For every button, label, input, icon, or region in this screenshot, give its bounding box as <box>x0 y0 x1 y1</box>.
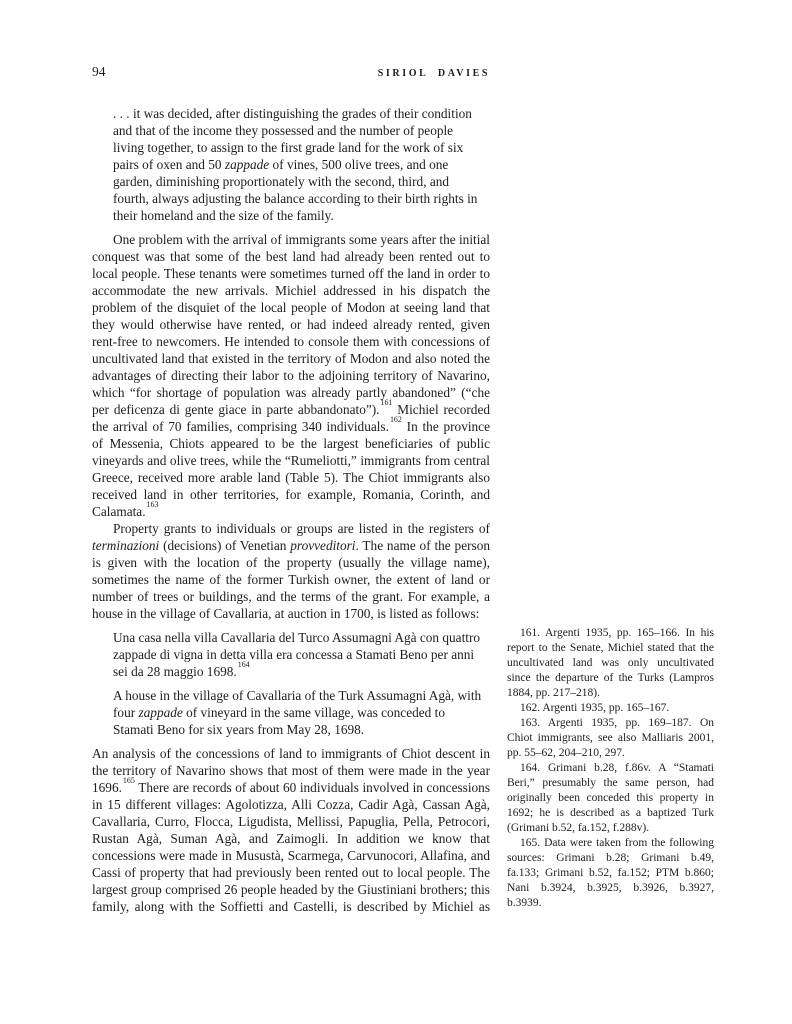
paragraph-immigrant-arrivals: One problem with the arrival of immigrants some years after the initial conquest was that some of the best land had already been rented out to local people. These tenants were sometimes turned off the land in order to accommodate the new arrivals. Michiel addressed in his dispatch the problem of the disquiet of the local people of Modon at seeing land that they would otherwise have rented, or had indeed already rented, given rent-free to newcomers. He intended to console them with concessions of uncultivated land that existed in the territory of Modon and also noted the advantages of directing their labor to the adjoining territory of Navarino, which “for shortage of population was already partly abandoned” (“che per deficenza di gente giace in parte abbandonato”).$^{161}$ Michiel recorded the arrival of 70 families, comprising 340 individuals.$^{162}$ In the province of Messenia, Chiots appeared to be the largest beneficiaries of public vineyards and olive trees, while the “Rumeliotti,” immigrants from central Greece, received more arable land (Table 5). The Chiot immigrants also received land in other territories, for example, Romania, Corinth, and Calamata.$^{163}$ <box>92 232 491 519</box>
footnote-165: 165. Data were taken from the following sources: Grimani b.28; Grimani b.49, fa.133; Grimani b.52, fa.152; PTM b.860; Nani b.3924, b.3925, b.3926, b.3927, b.3939. <box>507 837 714 909</box>
footnote-163: 163. Argenti 1935, pp. 169–187. On Chiot immigrants, see also Malliaris 2001, pp. 55–62, 204–210, 297. <box>507 717 714 759</box>
footnote-162: 162. Argenti 1935, pp. 165–167. <box>520 702 670 714</box>
page-header <box>92 64 490 80</box>
block-quote-translation: A house in the village of Cavallaria of the Turk Assumagni Agà, with four zappade of vineyard in the same village, was conceded to Stamati Beno for six years from May 28, 1698. <box>113 688 482 737</box>
main-text-column <box>92 98 490 915</box>
footnote-161: 161. Argenti 1935, pp. 165–166. In his report to the Senate, Michiel stated that the uncultivated land was only uncultivated since the departure of the Turks (Lampros 1884, pp. 217–218). <box>507 627 714 699</box>
page-number: 94 <box>92 64 106 79</box>
paragraph-chiot-analysis: An analysis of the concessions of land to immigrants of Chiot descent in the territory of Navarino shows that most of them were made in the year 1696.$^{165}$ There are records of about 60 individuals involved in concessions in 15 different villages: Agolotizza, Alli Cozza, Cadir Agà, Cassan Agà, Cavallaria, Curro, Flocca, Ligudista, Mellissi, Papuglia, Pella, Petrocori, Rustan Agà, Suman Agà, and Zaimogli. In addition we know that concessions were made in Musustà, Scarmega, Carvunocori, Allafina, and Cassi of property that had previously been rented out to local people. The largest group comprised 26 people headed by the Giustiniani brothers; this family, along with the Soffietti and Castelli, is described by Michiel as <box>92 746 490 914</box>
footnote-column <box>507 626 714 911</box>
paragraph-property-grants: Property grants to individuals or groups are listed in the registers of terminazioni (decisions) of Venetian provveditori. The name of the person is given with the location of the property (usually the village name), sometimes the name of the former Turkish owner, the extent of land or number of trees or buildings, and the terms of the grant. For example, a house in the village of Cavallaria, at auction in 1700, is listed as follows: <box>92 521 490 621</box>
running-header: SIRIOL DAVIES <box>377 68 490 79</box>
block-quote-italian: Una casa nella villa Cavallaria del Turco Assumagni Agà con quattro zappade di vigna in detta villa era concessa a Stamati Beno per anni sei da 28 maggio 1698.$^{164}$ <box>113 630 481 679</box>
block-quote-land-grades: . . . it was decided, after distinguishing the grades of their condition and that of the income they possessed and the number of people living together, to assign to the first grade land for the work of six pairs of oxen and 50 zappade of vines, 500 olive trees, and one garden, diminishing proportionately with the second, third, and fourth, always adjusting the balance according to their birth rights in their homeland and the size of the family. <box>113 106 478 223</box>
footnote-164: 164. Grimani b.28, f.86v. A “Stamati Beri,” presumably the same person, had originally been conceded this property in 1692; he is described as a baptized Turk (Grimani b.52, fa.152, f.288v). <box>507 762 714 834</box>
